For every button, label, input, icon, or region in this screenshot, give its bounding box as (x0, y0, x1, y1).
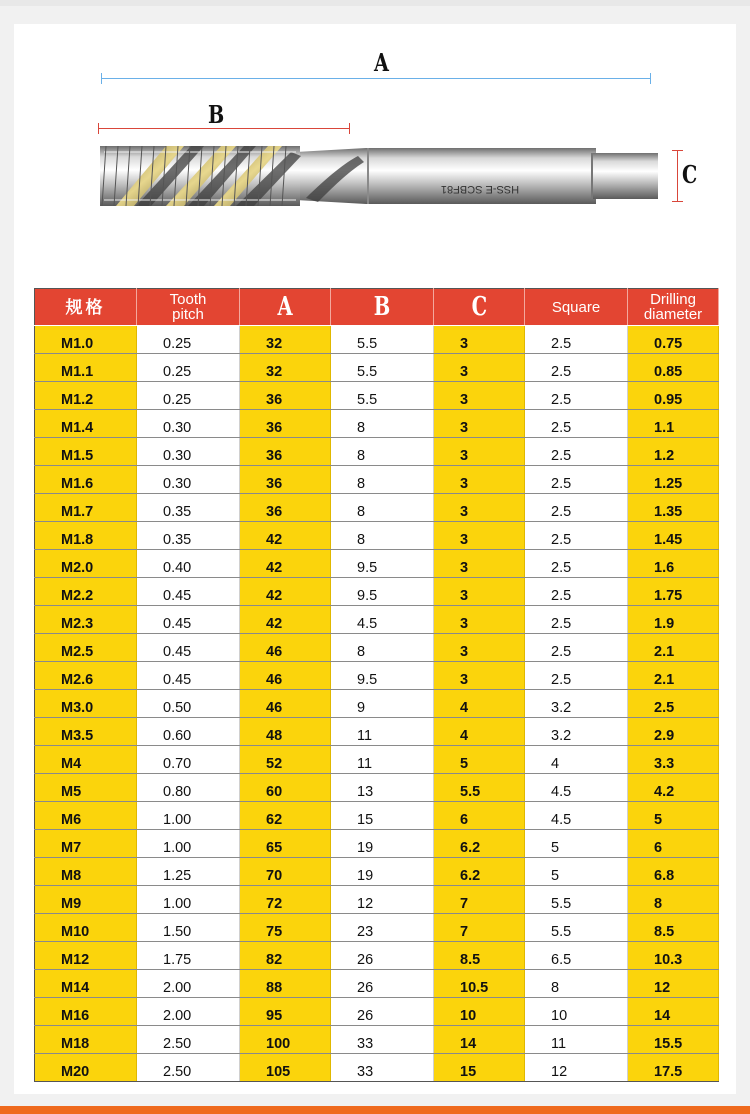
cell-drilling-diameter: 17.5 (628, 1054, 719, 1082)
cell-b: 11 (331, 746, 434, 774)
cell-tooth-pitch: 2.00 (137, 998, 240, 1026)
cell-size: M14 (35, 970, 137, 998)
cell-a: 100 (240, 1026, 331, 1054)
cell-a: 36 (240, 382, 331, 410)
cell-b: 19 (331, 858, 434, 886)
cell-drilling-diameter: 6 (628, 830, 719, 858)
cell-drilling-diameter: 10.3 (628, 942, 719, 970)
cell-square: 11 (525, 1026, 628, 1054)
cell-b: 5.5 (331, 326, 434, 354)
table-row (35, 718, 719, 746)
cell-size: M4 (35, 746, 137, 774)
cell-square: 2.5 (525, 634, 628, 662)
cell-tooth-pitch: 1.25 (137, 858, 240, 886)
cell-tooth-pitch: 0.80 (137, 774, 240, 802)
cell-drilling-diameter: 1.45 (628, 522, 719, 550)
cell-tooth-pitch: 0.30 (137, 466, 240, 494)
cell-size: M2.2 (35, 578, 137, 606)
table-row (35, 690, 719, 718)
dimension-b-tick-right (349, 123, 350, 134)
cell-c: 4 (434, 690, 525, 718)
cell-a: 48 (240, 718, 331, 746)
table-row (35, 578, 719, 606)
cell-size: M9 (35, 886, 137, 914)
cell-square: 2.5 (525, 410, 628, 438)
cell-b: 8 (331, 466, 434, 494)
dimension-c-line (677, 150, 678, 202)
cell-tooth-pitch: 0.70 (137, 746, 240, 774)
cell-c: 3 (434, 606, 525, 634)
cell-size: M12 (35, 942, 137, 970)
table-row (35, 942, 719, 970)
cell-size: M1.2 (35, 382, 137, 410)
cell-b: 9.5 (331, 662, 434, 690)
cell-square: 2.5 (525, 354, 628, 382)
header-square: Square (525, 289, 628, 326)
cell-a: 46 (240, 634, 331, 662)
tap-square-end (592, 153, 658, 199)
table-row (35, 858, 719, 886)
cell-a: 42 (240, 550, 331, 578)
cell-square: 2.5 (525, 438, 628, 466)
header-c: C (434, 289, 525, 326)
cell-size: M1.1 (35, 354, 137, 382)
cell-c: 10 (434, 998, 525, 1026)
cell-size: M1.7 (35, 494, 137, 522)
cell-tooth-pitch: 0.45 (137, 634, 240, 662)
table-row (35, 1026, 719, 1054)
cell-drilling-diameter: 8 (628, 886, 719, 914)
header-b: B (331, 289, 434, 326)
cell-square: 6.5 (525, 942, 628, 970)
cell-size: M1.8 (35, 522, 137, 550)
dimension-c-label: C (682, 160, 698, 189)
cell-b: 26 (331, 998, 434, 1026)
cell-a: 75 (240, 914, 331, 942)
table-row (35, 886, 719, 914)
cell-square: 5.5 (525, 886, 628, 914)
cell-a: 72 (240, 886, 331, 914)
cell-size: M7 (35, 830, 137, 858)
cell-a: 60 (240, 774, 331, 802)
cell-a: 42 (240, 606, 331, 634)
cell-drilling-diameter: 0.95 (628, 382, 719, 410)
cell-tooth-pitch: 0.25 (137, 354, 240, 382)
table-row (35, 438, 719, 466)
cell-size: M6 (35, 802, 137, 830)
cell-b: 15 (331, 802, 434, 830)
cell-c: 6.2 (434, 830, 525, 858)
cell-size: M1.5 (35, 438, 137, 466)
cell-tooth-pitch: 0.35 (137, 494, 240, 522)
cell-tooth-pitch: 1.75 (137, 942, 240, 970)
cell-c: 8.5 (434, 942, 525, 970)
cell-drilling-diameter: 1.35 (628, 494, 719, 522)
cell-c: 3 (434, 550, 525, 578)
cell-c: 3 (434, 522, 525, 550)
cell-c: 5.5 (434, 774, 525, 802)
cell-c: 15 (434, 1054, 525, 1082)
cell-b: 19 (331, 830, 434, 858)
cell-tooth-pitch: 0.30 (137, 438, 240, 466)
top-strip (0, 0, 750, 6)
table-row (35, 494, 719, 522)
cell-square: 2.5 (525, 550, 628, 578)
cell-a: 36 (240, 438, 331, 466)
cell-a: 46 (240, 662, 331, 690)
cell-tooth-pitch: 0.25 (137, 382, 240, 410)
cell-b: 8 (331, 634, 434, 662)
cell-size: M1.6 (35, 466, 137, 494)
cell-b: 26 (331, 970, 434, 998)
cell-size: M2.6 (35, 662, 137, 690)
cell-c: 7 (434, 886, 525, 914)
cell-drilling-diameter: 2.1 (628, 634, 719, 662)
cell-drilling-diameter: 0.85 (628, 354, 719, 382)
cell-a: 95 (240, 998, 331, 1026)
tap-marking: HSS-E SCBF81 (440, 183, 520, 195)
cell-drilling-diameter: 2.5 (628, 690, 719, 718)
cell-b: 13 (331, 774, 434, 802)
table-row (35, 830, 719, 858)
cell-drilling-diameter: 1.25 (628, 466, 719, 494)
cell-square: 8 (525, 970, 628, 998)
cell-drilling-diameter: 12 (628, 970, 719, 998)
cell-drilling-diameter: 14 (628, 998, 719, 1026)
cell-square: 5 (525, 858, 628, 886)
cell-drilling-diameter: 0.75 (628, 326, 719, 354)
cell-a: 36 (240, 466, 331, 494)
table-body (35, 326, 719, 1082)
cell-b: 8 (331, 438, 434, 466)
cell-square: 2.5 (525, 326, 628, 354)
cell-size: M2.3 (35, 606, 137, 634)
cell-c: 3 (434, 382, 525, 410)
cell-b: 33 (331, 1054, 434, 1082)
cell-c: 3 (434, 662, 525, 690)
cell-tooth-pitch: 1.00 (137, 886, 240, 914)
cell-a: 42 (240, 522, 331, 550)
cell-c: 3 (434, 438, 525, 466)
cell-tooth-pitch: 0.50 (137, 690, 240, 718)
table-row (35, 354, 719, 382)
cell-b: 23 (331, 914, 434, 942)
cell-square: 2.5 (525, 466, 628, 494)
cell-square: 2.5 (525, 494, 628, 522)
cell-drilling-diameter: 3.3 (628, 746, 719, 774)
table-row (35, 914, 719, 942)
cell-b: 8 (331, 494, 434, 522)
cell-size: M5 (35, 774, 137, 802)
cell-b: 4.5 (331, 606, 434, 634)
cell-drilling-diameter: 5 (628, 802, 719, 830)
cell-size: M2.0 (35, 550, 137, 578)
header-drilling-diameter: Drilling diameter (628, 289, 719, 326)
table-row (35, 970, 719, 998)
cell-drilling-diameter: 4.2 (628, 774, 719, 802)
cell-a: 82 (240, 942, 331, 970)
cell-c: 3 (434, 410, 525, 438)
cell-tooth-pitch: 0.45 (137, 578, 240, 606)
cell-b: 5.5 (331, 354, 434, 382)
table-row (35, 410, 719, 438)
cell-drilling-diameter: 1.1 (628, 410, 719, 438)
table-row (35, 662, 719, 690)
cell-b: 33 (331, 1026, 434, 1054)
spiral-tap-image (96, 138, 662, 214)
cell-c: 3 (434, 578, 525, 606)
cell-square: 2.5 (525, 382, 628, 410)
cell-square: 5 (525, 830, 628, 858)
cell-c: 7 (434, 914, 525, 942)
cell-a: 32 (240, 354, 331, 382)
cell-a: 36 (240, 410, 331, 438)
cell-c: 3 (434, 326, 525, 354)
cell-size: M3.5 (35, 718, 137, 746)
cell-square: 10 (525, 998, 628, 1026)
cell-c: 6 (434, 802, 525, 830)
cell-size: M16 (35, 998, 137, 1026)
cell-tooth-pitch: 0.35 (137, 522, 240, 550)
dimension-a-line (101, 78, 651, 79)
cell-b: 11 (331, 718, 434, 746)
dimension-b-label: B (208, 100, 225, 129)
dimension-b-tick-left (98, 123, 99, 134)
cell-a: 105 (240, 1054, 331, 1082)
header-spec: 规格 (35, 289, 137, 326)
table-row (35, 774, 719, 802)
cell-a: 62 (240, 802, 331, 830)
cell-b: 9.5 (331, 578, 434, 606)
cell-size: M1.0 (35, 326, 137, 354)
cell-c: 4 (434, 718, 525, 746)
cell-size: M3.0 (35, 690, 137, 718)
table-row (35, 522, 719, 550)
table-row (35, 606, 719, 634)
cell-c: 3 (434, 354, 525, 382)
table-row (35, 746, 719, 774)
cell-square: 12 (525, 1054, 628, 1082)
cell-tooth-pitch: 2.00 (137, 970, 240, 998)
cell-tooth-pitch: 1.00 (137, 802, 240, 830)
cell-c: 3 (434, 634, 525, 662)
cell-a: 36 (240, 494, 331, 522)
cell-a: 65 (240, 830, 331, 858)
cell-b: 5.5 (331, 382, 434, 410)
cell-c: 3 (434, 466, 525, 494)
dimension-a-tick-left (101, 73, 102, 84)
dimension-c-tick-top (672, 150, 683, 151)
table-header-row (35, 289, 719, 326)
cell-size: M20 (35, 1054, 137, 1082)
cell-square: 2.5 (525, 578, 628, 606)
table-row (35, 550, 719, 578)
cell-c: 6.2 (434, 858, 525, 886)
dimension-a-tick-right (650, 73, 651, 84)
cell-b: 8 (331, 410, 434, 438)
cell-tooth-pitch: 0.60 (137, 718, 240, 746)
cell-tooth-pitch: 0.45 (137, 606, 240, 634)
dimension-c-tick-bottom (672, 201, 683, 202)
cell-a: 70 (240, 858, 331, 886)
cell-c: 5 (434, 746, 525, 774)
cell-drilling-diameter: 2.9 (628, 718, 719, 746)
cell-drilling-diameter: 6.8 (628, 858, 719, 886)
dimension-a-label: A (374, 48, 389, 77)
cell-tooth-pitch: 2.50 (137, 1054, 240, 1082)
cell-a: 52 (240, 746, 331, 774)
header-tooth-pitch: Tooth pitch (137, 289, 240, 326)
table-row (35, 466, 719, 494)
cell-tooth-pitch: 2.50 (137, 1026, 240, 1054)
table-row (35, 326, 719, 354)
cell-a: 42 (240, 578, 331, 606)
cell-drilling-diameter: 1.6 (628, 550, 719, 578)
cell-size: M18 (35, 1026, 137, 1054)
cell-drilling-diameter: 15.5 (628, 1026, 719, 1054)
cell-b: 9 (331, 690, 434, 718)
header-a: A (240, 289, 331, 326)
cell-drilling-diameter: 2.1 (628, 662, 719, 690)
cell-drilling-diameter: 8.5 (628, 914, 719, 942)
cell-drilling-diameter: 1.2 (628, 438, 719, 466)
cell-c: 10.5 (434, 970, 525, 998)
cell-c: 3 (434, 494, 525, 522)
cell-c: 14 (434, 1026, 525, 1054)
cell-b: 26 (331, 942, 434, 970)
cell-square: 4.5 (525, 802, 628, 830)
cell-tooth-pitch: 1.00 (137, 830, 240, 858)
cell-drilling-diameter: 1.75 (628, 578, 719, 606)
cell-tooth-pitch: 0.40 (137, 550, 240, 578)
cell-size: M10 (35, 914, 137, 942)
cell-tooth-pitch: 1.50 (137, 914, 240, 942)
table-row (35, 634, 719, 662)
cell-tooth-pitch: 0.45 (137, 662, 240, 690)
cell-b: 8 (331, 522, 434, 550)
table-row (35, 382, 719, 410)
cell-square: 3.2 (525, 718, 628, 746)
cell-size: M8 (35, 858, 137, 886)
cell-square: 2.5 (525, 522, 628, 550)
cell-a: 88 (240, 970, 331, 998)
cell-square: 2.5 (525, 662, 628, 690)
cell-tooth-pitch: 0.30 (137, 410, 240, 438)
table-row (35, 1054, 719, 1082)
bottom-accent-bar (0, 1106, 750, 1114)
table-row (35, 802, 719, 830)
table-row (35, 998, 719, 1026)
cell-a: 46 (240, 690, 331, 718)
cell-b: 12 (331, 886, 434, 914)
cell-square: 2.5 (525, 606, 628, 634)
cell-square: 4 (525, 746, 628, 774)
cell-size: M2.5 (35, 634, 137, 662)
cell-square: 5.5 (525, 914, 628, 942)
cell-square: 3.2 (525, 690, 628, 718)
cell-b: 9.5 (331, 550, 434, 578)
spec-table (34, 288, 719, 1082)
cell-size: M1.4 (35, 410, 137, 438)
cell-a: 32 (240, 326, 331, 354)
cell-square: 4.5 (525, 774, 628, 802)
cell-drilling-diameter: 1.9 (628, 606, 719, 634)
cell-tooth-pitch: 0.25 (137, 326, 240, 354)
